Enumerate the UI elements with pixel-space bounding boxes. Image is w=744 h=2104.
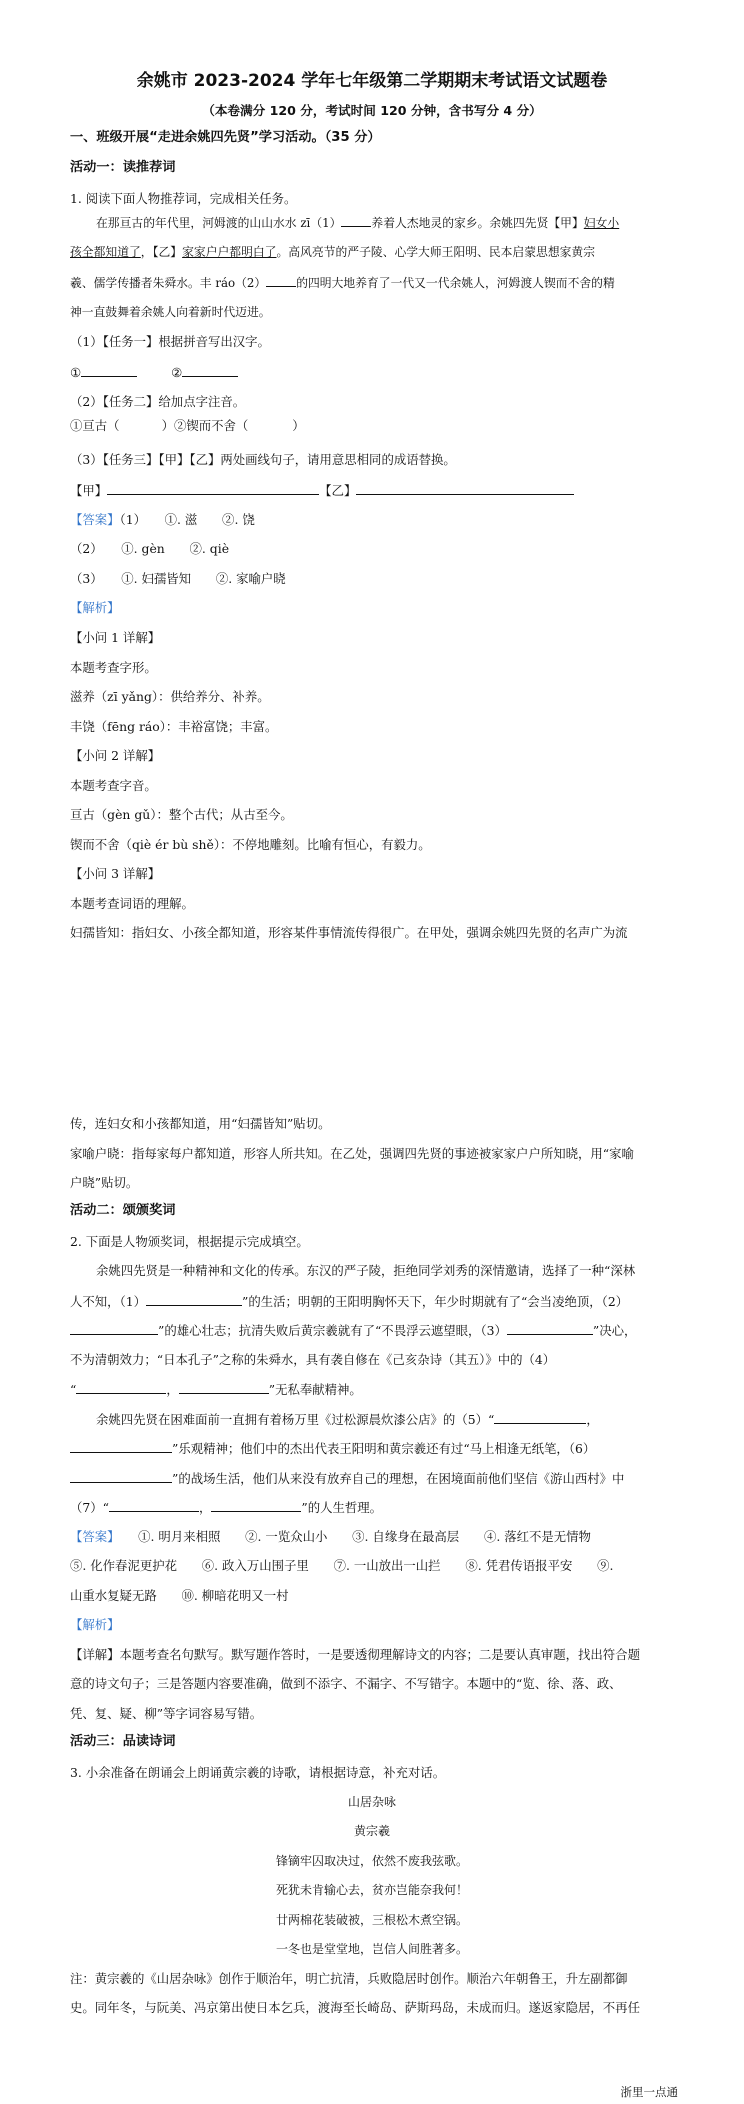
q2-para-line-9: （7）“ ， ”的人生哲理。 [70,1500,383,1515]
sub-q1-line-2: 滋养（zī yǎng）：供给养分、补养。 [70,689,270,704]
task-3: （3）【任务三】【甲】【乙】两处画线句子，请用意思相同的成语替换。 [70,452,456,467]
footer-watermark: 浙里一点通 [620,2085,678,2099]
q2-blank-5a[interactable] [494,1411,586,1424]
task-1-blanks: ① ② [70,364,238,381]
activity-2-heading: 活动二：颂颁奖词 [70,1203,176,1218]
passage-line-3: 羲、儒学传播者朱舜水。丰 ráo（2） 的四明大地养育了一代又一代余姚人，河姆渡人锲而不舍的精 [70,276,615,290]
q2-blank-7a[interactable] [109,1499,199,1512]
poem-line-2: 死犹未肯输心去，贫亦岂能奈我何！ [275,1883,468,1897]
analysis-tag: 【解析】 [70,600,120,615]
underlined-jia-end: 孩全都知道了 [70,245,141,259]
task-3-blanks: 【甲】 【乙】 [70,482,574,499]
sub-q1-line-3: 丰饶（fēng ráo）：丰裕富饶；丰富。 [70,719,278,734]
task-1: （1）【任务一】根据拼音写出汉字。 [70,334,270,349]
answer-q1-line-2: （2） ①. gèn ②. qiè [70,541,230,556]
q2-para-line-6: 余姚四先贤在困难面前一直拥有着杨万里《过松源晨炊漆公店》的（5）“ ， [96,1412,599,1427]
poem-line-3: 廿两棉花装破被，三根松木煮空锅。 [275,1913,468,1927]
answer-q2-line-1: 【答案】 ①. 明月来相照 ②. 一览众山小 ③. 自缘身在最高层 ④. 落红不是无情物 [70,1529,591,1544]
dotted-char-qie: 锲 [543,276,556,290]
blank-2[interactable] [266,274,296,287]
blank-1[interactable] [341,214,371,227]
answer-q1-line-3: （3） ①. 妇孺皆知 ②. 家喻户晓 [70,571,286,586]
poem-line-4: 一冬也是堂堂地，岂信人间胜著多。 [275,1942,468,1956]
sub-q2-line-3: 锲而不舍（qiè ér bù shě）：不停地雕刻。比喻有恒心，有毅力。 [70,837,431,852]
section-1-heading: 一、班级开展“走进余姚四先贤”学习活动。（35 分） [70,130,381,145]
note-line-1: 注：黄宗羲的《山居杂咏》创作于顺治年，明亡抗清，兵败隐居时创作。顺治六年朝鲁王，升左副都御 [70,1971,628,1986]
poem-title: 山居杂咏 [347,1795,396,1809]
q2-blank-7b[interactable] [211,1499,301,1512]
sub-q1-line-1: 本题考查字形。 [70,660,157,675]
answer-q1-line-1: 【答案】（1） ①. 滋 ②. 饶 [70,512,255,527]
q2-blank-2[interactable] [70,1322,158,1335]
question-1: 1. 阅读下面人物推荐词，完成相关任务。 [70,191,297,206]
q2-blank-6[interactable] [70,1470,172,1483]
passage-line-1: 在那亘古的年代里，河姆渡的山山水水 zī（1） 养着人杰地灵的家乡。余姚四先贤【甲】妇女小 [96,216,620,230]
sub-q3-line-4: 家喻户晓：指每家每户都知道，形容人所共知。在乙处，强调四先贤的事迹被家家户户所知晓，用“家喻 [70,1146,634,1161]
passage-line-2: 孩全都知道了，【乙】家家户户都明白了。高风亮节的严子陵、心学大师王阳明、民本启蒙思想家黄宗 [70,245,596,259]
question-3: 3. 小余准备在朗诵会上朗诵黄宗羲的诗歌，请根据诗意，补充对话。 [70,1765,446,1780]
sub-q3-line-5: 户晓”贴切。 [70,1175,139,1190]
q2-para-line-4: 不为清朝效力；“日本孔子”之称的朱舜水，具有袭自修在《己亥杂诗（其五）》中的（4） [70,1352,556,1367]
sub-q3-heading: 【小问 3 详解】 [70,866,161,881]
q2-detail-line-3: 凭、复、疑、柳”等字词容易写错。 [70,1706,263,1721]
dotted-char-gen: 亘 [119,216,132,230]
poem-line-1: 锋镝牢囚取决过，依然不废我弦歌。 [275,1854,468,1868]
answer-q2-line-3: 山重水复疑无路 ⑩. 柳暗花明又一村 [70,1588,289,1603]
activity-3-heading: 活动三：品读诗词 [70,1734,176,1749]
q2-detail-line-1: 【详解】本题考查名句默写。默写题作答时，一是要透彻理解诗文的内容；二是要认真审题，找出符合题 [70,1647,640,1662]
answer-tag: 【答案】 [70,512,120,527]
exam-title: 余姚市 2023-2024 学年七年级第二学期期末考试语文试题卷 [136,71,608,91]
activity-1-heading: 活动一：读推荐词 [70,160,176,175]
task-3-blank-yi[interactable] [356,482,574,495]
poem-author: 黄宗羲 [353,1824,390,1838]
exam-subtitle: （本卷满分 120 分，考试时间 120 分钟，含书写分 4 分） [202,103,542,118]
q2-detail-line-2: 意的诗文句子；三是答题内容要准确，做到不添字、不漏字、不写错字。本题中的“览、徐、落、政、 [70,1676,622,1691]
sub-q3-line-3: 传，连妇女和小孩都知道，用“妇孺皆知”贴切。 [70,1116,331,1131]
question-2: 2. 下面是人物颁奖词，根据提示完成填空。 [70,1234,309,1249]
underlined-yi: 家家户户都明白了 [182,245,277,259]
task-3-blank-jia[interactable] [107,482,319,495]
q2-blank-4a[interactable] [76,1381,166,1394]
q2-para-line-8: ”的战场生活，他们从来没有放弃自己的理想，在困境面前他们坚信《游山西村》中 [70,1470,624,1487]
q2-para-line-1: 余姚四先贤是一种精神和文化的传承。东汉的严子陵，拒绝同学刘秀的深情邀请，选择了一种“深林 [96,1263,636,1278]
q2-blank-5b[interactable] [70,1440,172,1453]
sub-q2-line-2: 亘古（gèn gǔ）：整个古代；从古至今。 [70,807,293,822]
task-2: （2）【任务二】给加点字注音。 [70,394,246,409]
q2-blank-4b[interactable] [179,1381,269,1394]
q2-para-line-5: “ ， ”无私奉献精神。 [70,1382,362,1397]
q2-para-line-3: ”的雄心壮志；抗清失败后黄宗羲就有了“不畏浮云遮望眼，（3） ”决心， [70,1322,636,1339]
analysis-tag-q2: 【解析】 [70,1617,120,1632]
passage-line-4: 神一直鼓舞着余姚人向着新时代迈进。 [70,305,271,319]
note-line-2: 史。同年冬，与阮美、冯京第出使日本乞兵，渡海至长崎岛、萨斯玛岛，未成而归。遂返家隐居，不再任 [70,2000,640,2015]
sub-q2-heading: 【小问 2 详解】 [70,748,161,763]
task-1-blank-2[interactable] [182,364,238,377]
sub-q3-line-2: 妇孺皆知：指妇女、小孩全都知道，形容某件事情流传得很广。在甲处，强调余姚四先贤的名声广为流 [70,925,628,940]
task-2-blanks: ①亘古（ ）②锲而不舍（ ） [70,418,305,433]
q2-para-line-2: 人不知，（1） ”的生活；明朝的王阳明胸怀天下，年少时期就有了“会当凌绝顶，（2） [70,1294,629,1309]
underlined-jia: 妇女小 [583,216,620,230]
q2-blank-3[interactable] [507,1322,593,1335]
sub-q3-line-1: 本题考查词语的理解。 [70,896,194,911]
task-1-blank-1[interactable] [81,364,137,377]
q2-para-line-7: ”乐观精神；他们中的杰出代表王阳明和黄宗羲还有过“马上相逢无纸笔，（6） [70,1440,595,1457]
answer-q2-line-2: ⑤. 化作春泥更护花 ⑥. 政入万山围子里 ⑦. 一山放出一山拦 ⑧. 凭君传语报平安 ⑨. [70,1558,614,1573]
q2-blank-1[interactable] [146,1293,242,1306]
sub-q1-heading: 【小问 1 详解】 [70,630,161,645]
sub-q2-line-1: 本题考查字音。 [70,778,157,793]
